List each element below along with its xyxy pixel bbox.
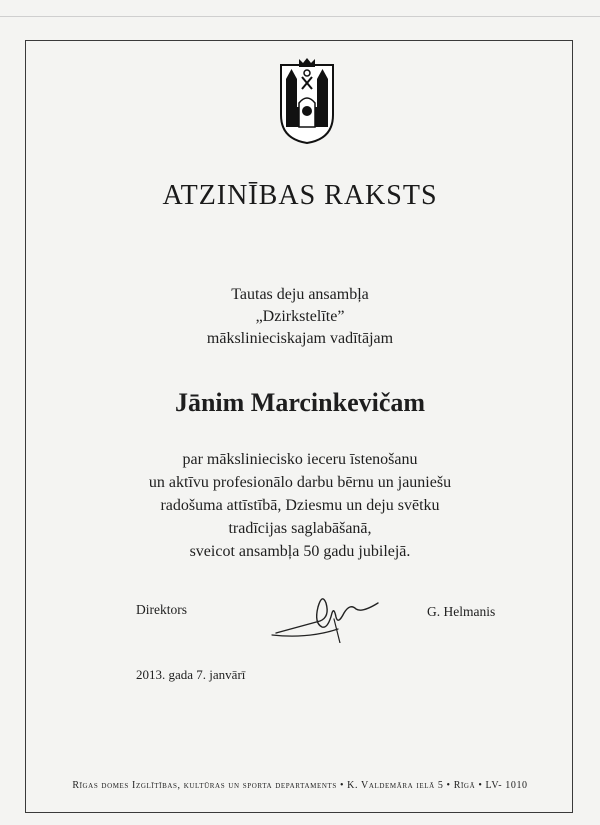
signatory-role: Direktors xyxy=(136,602,187,617)
scan-edge-line xyxy=(0,16,600,17)
body-line: tradīcijas saglabāšanā, xyxy=(228,520,372,537)
award-reason xyxy=(0,448,600,563)
certificate-border xyxy=(25,40,573,813)
recipient-name: Jānim Marcinkevičam xyxy=(174,388,426,417)
body-line: par māksliniecisko ieceru īstenošanu xyxy=(182,451,418,468)
issuer-footer: Rīgas domes Izglītības, kultūras un sporta departaments • K. Valdemāra ielā 5 • Rīgā • LV- 1010 xyxy=(72,780,528,791)
signatory-name: G. Helmanis xyxy=(427,604,496,619)
recipient-description xyxy=(0,284,600,350)
recipient-line: mākslinieciskajam vadītājam xyxy=(206,330,394,347)
issue-date: 2013. gada 7. janvārī xyxy=(136,667,246,682)
riga-coat-of-arms-icon xyxy=(277,55,337,145)
body-line: radošuma attīstībā, Dziesmu un deju svētku xyxy=(160,497,440,514)
recipient-line: „Dzirkstelīte” xyxy=(255,308,345,325)
body-line: un aktīvu profesionālo darbu bērnu un jauniešu xyxy=(148,474,452,491)
body-line: sveicot ansambļa 50 gadu jubilejā. xyxy=(189,543,411,560)
certificate-title: ATZINĪBAS RAKSTS xyxy=(162,180,438,211)
recipient-line: Tautas deju ansambļa xyxy=(231,286,369,303)
signature-icon xyxy=(268,583,388,643)
